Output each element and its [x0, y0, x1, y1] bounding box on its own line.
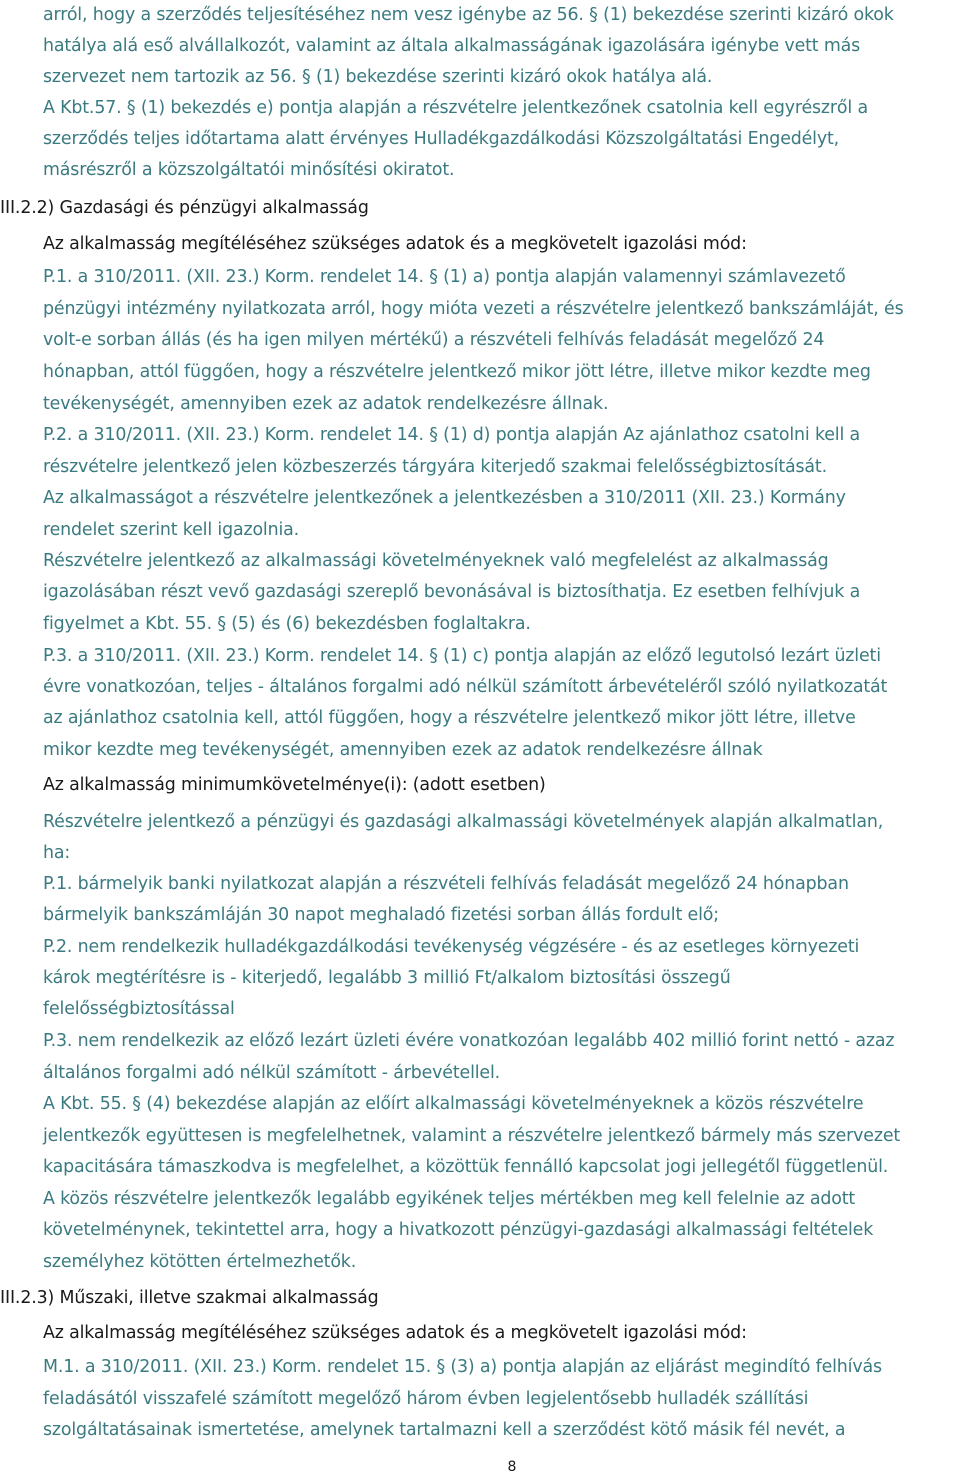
body-text-line: hónapban, attól függően, hogy a részvételre jelentkező mikor jött létre, illetve mikor kezdte meg: [43, 362, 871, 382]
body-text-line: P.1. a 310/2011. (XII. 23.) Korm. rendelet 14. § (1) a) pontja alapján valamennyi számlavezető: [43, 267, 846, 287]
body-text-line: P.3. nem rendelkezik az előző lezárt üzleti évére vonatkozóan legalább 402 millió forint nettó - azaz: [43, 1031, 895, 1051]
body-text-line: A Kbt. 55. § (4) bekezdése alapján az előírt alkalmassági követelményeknek a közös részvételre: [43, 1094, 864, 1114]
body-text-line: figyelmet a Kbt. 55. § (5) és (6) bekezdésben foglaltakra.: [43, 614, 531, 634]
section-heading-line: Az alkalmasság minimumkövetelménye(i): (adott esetben): [43, 775, 546, 795]
body-text-line: P.1. bármelyik banki nyilatkozat alapján a részvételi felhívás feladását megelőző 24 hónapban: [43, 874, 849, 894]
body-text-line: hatálya alá eső alvállalkozót, valamint az általa alkalmasságának igazolására igénybe vett más: [43, 36, 861, 56]
section-heading-line: Az alkalmasság megítéléséhez szükséges adatok és a megkövetelt igazolási mód:: [43, 234, 747, 254]
body-text-line: az ajánlathoz csatolnia kell, attól függően, hogy a részvételre jelentkező mikor jött létre, illetve: [43, 708, 856, 728]
body-text-line: jelentkezők együttesen is megfelelhetnek, valamint a részvételre jelentkező bármely más szervezet: [43, 1126, 901, 1146]
body-text-line: mikor kezdte meg tevékenységét, amennyiben ezek az adatok rendelkezésre állnak: [43, 740, 763, 760]
body-text-line: bármelyik bankszámláján 30 napot meghaladó fizetési sorban állás fordult elő;: [43, 905, 719, 925]
body-text-line: A közös részvételre jelentkezők legalább egyikének teljes mértékben meg kell felelnie az adott: [43, 1189, 856, 1209]
body-text-line: volt-e sorban állás (és ha igen milyen mértékű) a részvételi felhívás feladását megelőző 24: [43, 330, 825, 350]
body-text-line: szolgáltatásainak ismertetése, amelynek tartalmazni kell a szerződést kötő másik fél nevét, a: [43, 1420, 846, 1440]
section-heading-line: Az alkalmasság megítéléséhez szükséges adatok és a megkövetelt igazolási mód:: [43, 1323, 747, 1343]
body-text-line: személyhez kötötten értelmezhetők.: [43, 1252, 357, 1272]
body-text-line: másrészről a közszolgáltatói minősítési okiratot.: [43, 160, 455, 180]
body-text-line: szervezet nem tartozik az 56. § (1) bekezdése szerinti kizáró okok hatálya alá.: [43, 67, 713, 87]
body-text-line: P.3. a 310/2011. (XII. 23.) Korm. rendelet 14. § (1) c) pontja alapján az előző legutolsó lezárt üzleti: [43, 646, 881, 666]
body-text-line: károk megtérítésre is - kiterjedő, legalább 3 millió Ft/alkalom biztosítási összegű: [43, 968, 731, 988]
body-text-line: igazolásában részt vevő gazdasági szereplő bevonásával is biztosíthatja. Ez esetben felhívjuk a: [43, 582, 861, 602]
body-text-line: rendelet szerint kell igazolnia.: [43, 520, 300, 540]
body-text-line: kapacitására támaszkodva is megfelelhet, a közöttük fennálló kapcsolat jogi jellegétől függetlenül.: [43, 1157, 889, 1177]
body-text-line: M.1. a 310/2011. (XII. 23.) Korm. rendelet 15. § (3) a) pontja alapján az eljárást megindító felhívás: [43, 1357, 882, 1377]
body-text-line: évre vonatkozóan, teljes - általános forgalmi adó nélkül számított árbevételéről szóló nyilatkozatát: [43, 677, 888, 697]
body-text-line: felelősségbiztosítással: [43, 999, 235, 1019]
body-text-line: Részvételre jelentkező az alkalmassági követelményeknek való megfelelést az alkalmasság: [43, 551, 829, 571]
body-text-line: P.2. nem rendelkezik hulladékgazdálkodási tevékenység végzésére - és az esetleges környezeti: [43, 937, 860, 957]
section-heading-line: III.2.3) Műszaki, illetve szakmai alkalmasság: [0, 1288, 379, 1308]
section-heading-line: III.2.2) Gazdasági és pénzügyi alkalmasság: [0, 198, 369, 218]
body-text-line: részvételre jelentkező jelen közbeszerzés tárgyára kiterjedő szakmai felelősségbiztosítását.: [43, 457, 827, 477]
body-text-line: feladásától visszafelé számított megelőző három évben legjelentősebb hulladék szállítási: [43, 1389, 809, 1409]
body-text-line: Az alkalmasságot a részvételre jelentkezőnek a jelentkezésben a 310/2011 (XII. 23.) Kormány: [43, 488, 846, 508]
body-text-line: Részvételre jelentkező a pénzügyi és gazdasági alkalmassági követelmények alapján alkalmatlan,: [43, 812, 884, 832]
body-text-line: általános forgalmi adó nélkül számított - árbevétellel.: [43, 1063, 501, 1083]
body-text-line: tevékenységét, amennyiben ezek az adatok rendelkezésre állnak.: [43, 394, 609, 414]
body-text-line: ha:: [43, 843, 71, 863]
body-text-line: P.2. a 310/2011. (XII. 23.) Korm. rendelet 14. § (1) d) pontja alapján Az ajánlathoz csatolni kell a: [43, 425, 861, 445]
page-number: 8: [507, 1459, 517, 1475]
body-text-line: arról, hogy a szerződés teljesítéséhez nem vesz igénybe az 56. § (1) bekezdése szerinti kizáró okok: [43, 5, 894, 25]
body-text-line: A Kbt.57. § (1) bekezdés e) pontja alapján a részvételre jelentkezőnek csatolnia kell egyrészről a: [43, 98, 868, 118]
body-text-line: követelménynek, tekintettel arra, hogy a hivatkozott pénzügyi-gazdasági alkalmassági feltételek: [43, 1220, 874, 1240]
body-text-line: pénzügyi intézmény nyilatkozata arról, hogy mióta vezeti a részvételre jelentkező bankszámláját, és: [43, 299, 904, 319]
body-text-line: szerződés teljes időtartama alatt érvényes Hulladékgazdálkodási Közszolgáltatási Engedélyt,: [43, 129, 840, 149]
